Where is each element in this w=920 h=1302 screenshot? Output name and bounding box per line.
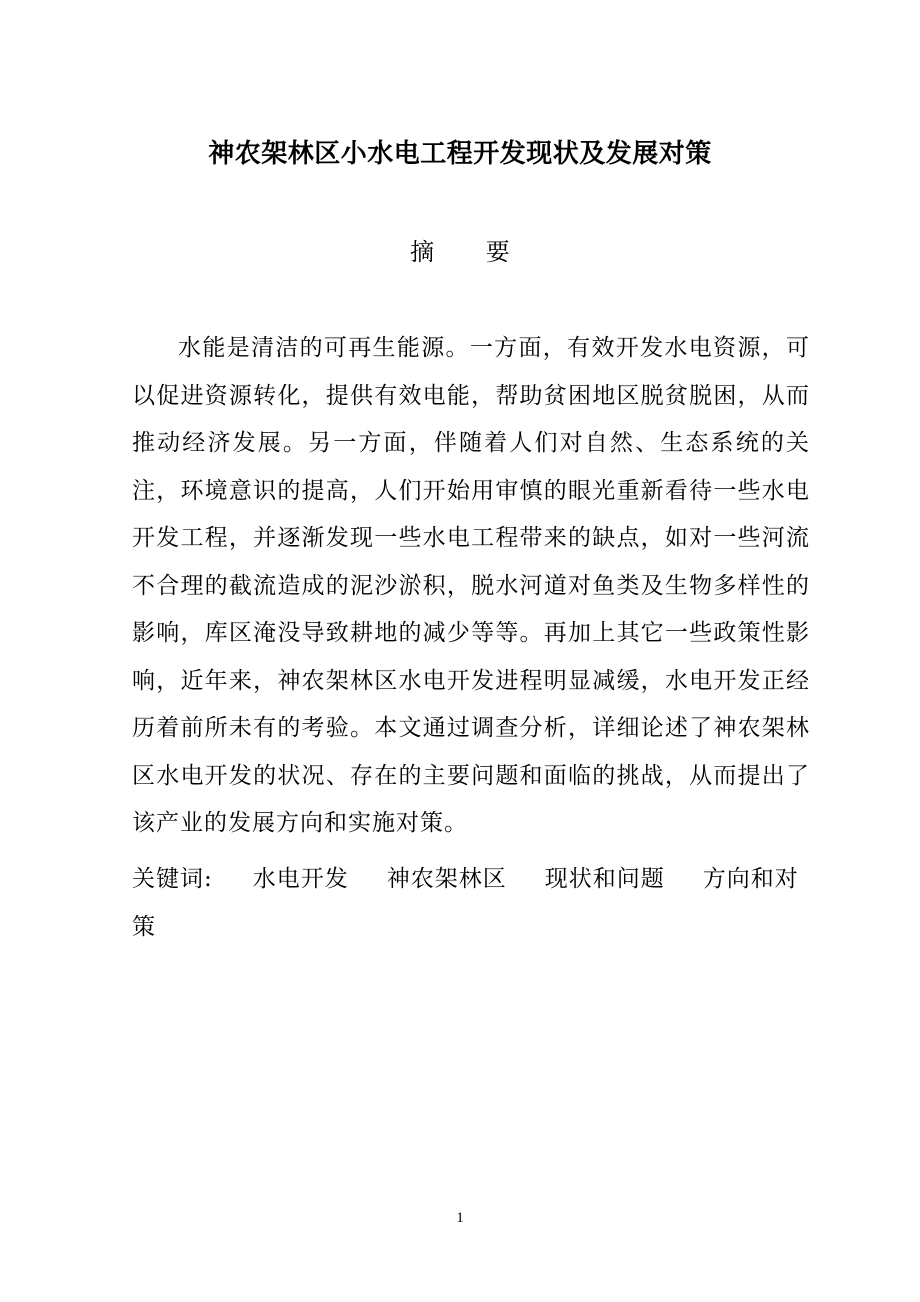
keywords-label: 关键词: (132, 866, 213, 892)
keyword-item: 现状和问题 (544, 866, 665, 892)
keyword-item: 神农架林区 (386, 866, 507, 892)
abstract-body: 水能是清洁的可再生能源。一方面，有效开发水电资源，可以促进资源转化，提供有效电能，帮助贫困地区脱贫脱困，从而推动经济发展。另一方面，伴随着人们对自然、生态系统的关注，环境意识的提高，人们开始用审慎的眼光重新看待一些水电开发工程，并逐渐发现一些水电工程带来的缺点，如对一些河流不合理的截流造成的泥沙淤积，脱水河道对鱼类及生物多样性的影响，库区淹没导致耕地的减少等等。再加上其它一些政策性影响，近年来，神农架林区水电开发进程明显减缓，水电开发正经历着前所未有的考验。本文通过调查分析，详细论述了神农架林区水电开发的状况、存在的主要问题和面临的挑战，从而提出了该产业的发展方向和实施对策。 (132, 335, 810, 836)
keyword-item: 水电开发 (252, 866, 349, 892)
abstract-heading: 摘 要 (410, 238, 532, 266)
keyword-item: 方向和对策 (132, 866, 799, 940)
keywords-line (132, 856, 810, 951)
page-number: 1 (456, 1210, 464, 1226)
document-title: 神农架林区小水电工程开发现状及发展对策 (208, 139, 712, 169)
